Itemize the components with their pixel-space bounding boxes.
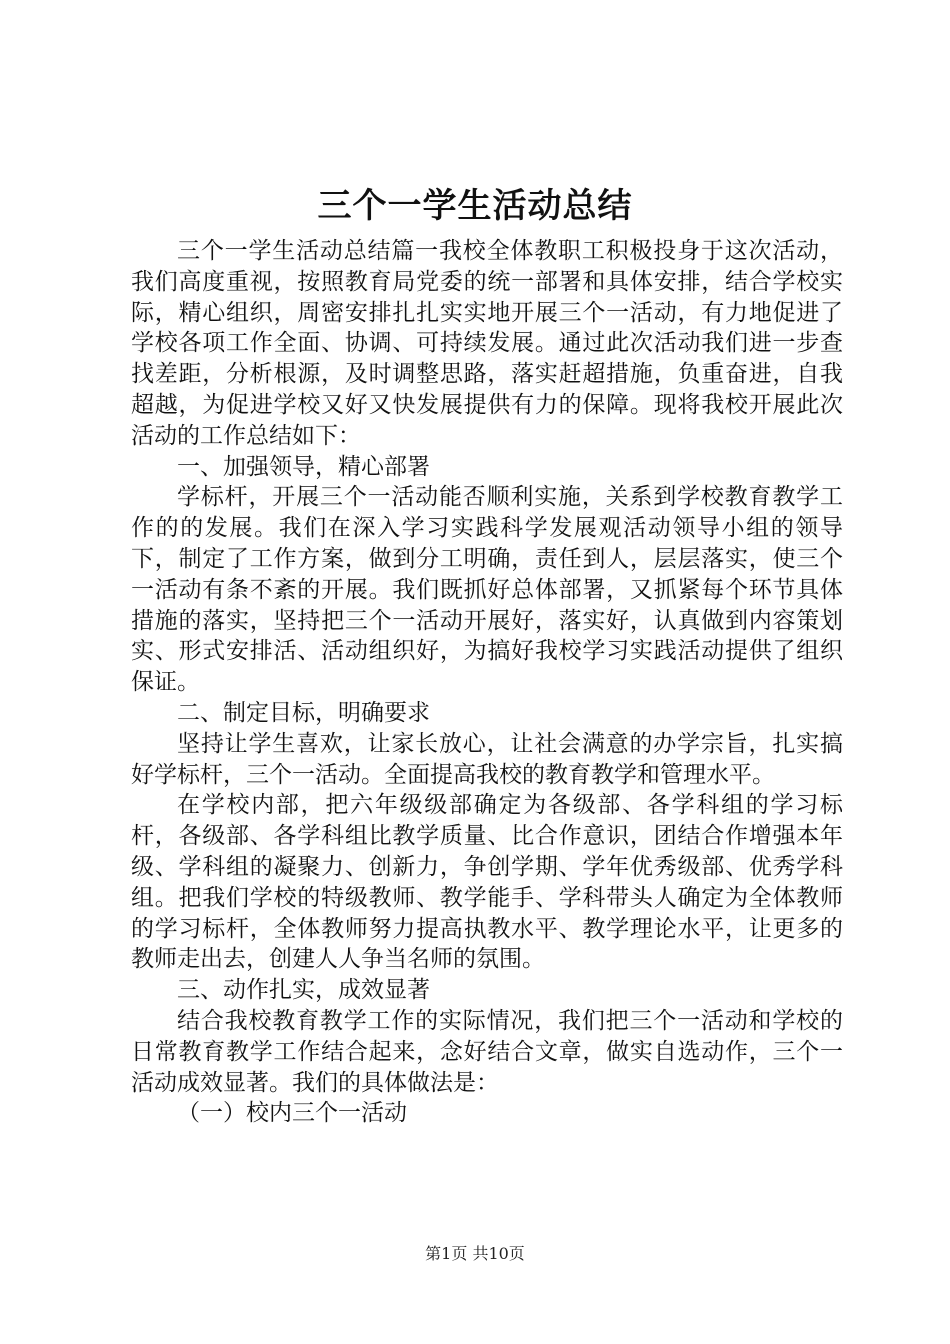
section-2-paragraph-2: 在学校内部，把六年级级部确定为各级部、各学科组的学习标杆，各级部、各学科组比教学质量、比合作意识，团结合作增强本年级、学科组的凝聚力、创新力，争创学期、学年优秀级部、优秀学科组。把我们学校的特级教师、教学能手、学科带头人确定为全体教师的学习标杆，全体教师努力提高执教水平、教学理论水平，让更多的教师走出去，创建人人争当名师的氛围。 xyxy=(131,792,843,973)
subsection-heading-1: （一）校内三个一活动 xyxy=(177,1100,407,1127)
section-heading-1: 一、加强领导，精心部署 xyxy=(177,453,430,480)
section-heading-2: 二、制定目标，明确要求 xyxy=(177,699,430,726)
section-1-paragraph: 学标杆，开展三个一活动能否顺利实施，关系到学校教育教学工作的的发展。我们在深入学习实践科学发展观活动领导小组的领导下，制定了工作方案，做到分工明确，责任到人，层层落实，使三个一活动有条不紊的开展。我们既抓好总体部署，又抓紧每个环节具体措施的落实，坚持把三个一活动开展好，落实好，认真做到内容策划实、形式安排活、活动组织好，为搞好我校学习实践活动提供了组织保证。 xyxy=(131,484,843,696)
document-title: 三个一学生活动总结 xyxy=(317,186,633,226)
page-number-footer: 第1页 共10页 xyxy=(425,1244,525,1263)
section-2-paragraph-1: 坚持让学生喜欢，让家长放心，让社会满意的办学宗旨，扎实搞好学标杆，三个一活动。全面提高我校的教育教学和管理水平。 xyxy=(131,730,843,788)
document-body xyxy=(131,236,843,1129)
section-heading-3: 三、动作扎实，成效显著 xyxy=(177,977,430,1004)
section-3-paragraph: 结合我校教育教学工作的实际情况，我们把三个一活动和学校的日常教育教学工作结合起来，念好结合文章，做实自选动作，三个一活动成效显著。我们的具体做法是： xyxy=(131,1007,843,1096)
intro-paragraph: 三个一学生活动总结篇一我校全体教职工积极投身于这次活动，我们高度重视，按照教育局党委的统一部署和具体安排，结合学校实际，精心组织，周密安排扎扎实实地开展三个一活动，有力地促进了学校各项工作全面、协调、可持续发展。通过此次活动我们进一步查找差距，分析根源，及时调整思路，落实赶超措施，负重奋进，自我超越，为促进学校又好又快发展提供有力的保障。现将我校开展此次活动的工作总结如下： xyxy=(131,238,843,449)
